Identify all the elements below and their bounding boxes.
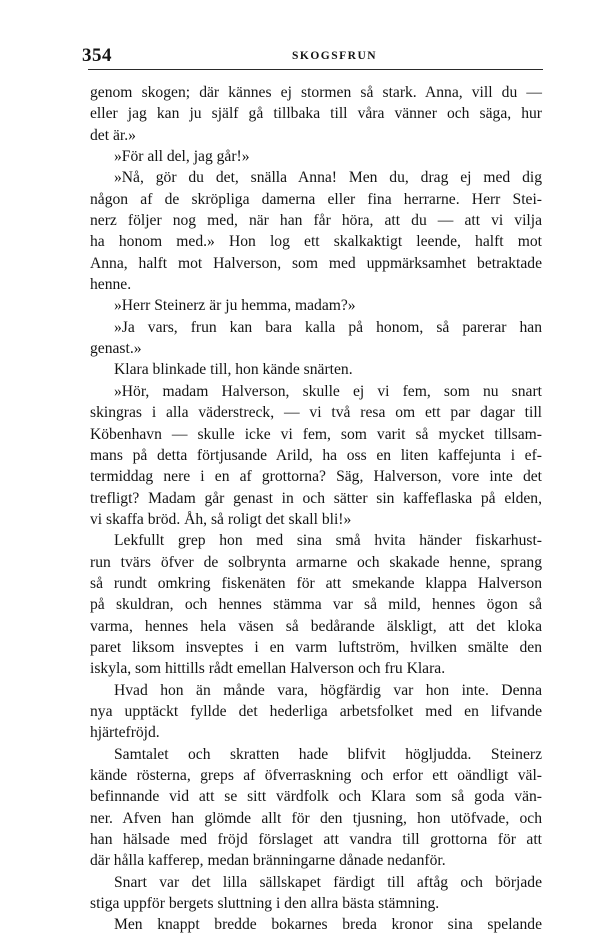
text-line: Klara blinkade till, hon kände snärten. <box>114 361 353 379</box>
text-line: genast.» <box>90 340 142 358</box>
text-line: på skuldran, och hennes stämma var så mild, hennes ögon så <box>90 596 542 614</box>
text-line: iskyla, som hittills rådt emellan Halverson och fru Klara. <box>90 660 446 678</box>
text-line: Lekfullt grep hon med sina små hvita händer fiskarhust- <box>114 532 542 550</box>
text-line: Men knappt bredde bokarnes breda kronor sina spelande <box>114 916 542 934</box>
header-rule <box>88 69 543 70</box>
text-line: vi skaffa bröd. Åh, så roligt det skall bli!» <box>90 510 352 528</box>
text-line: termiddag nere i en af grottorna? Säg, Halverson, vore inte det <box>90 468 542 486</box>
page-number: 354 <box>82 45 112 66</box>
text-line: »För all del, jag går!» <box>114 148 250 166</box>
text-line: run tvärs öfver de solbrynta armarne och skakade henne, sprang <box>90 553 542 571</box>
text-line: nerz följer nog med, när han får höra, att du — att vi vilja <box>90 212 542 230</box>
text-line: så rundt omkring fiskenäten för att smekande klappa Halverson <box>90 574 542 592</box>
text-line: varma, hennes hela väsen så bedårande älskligt, att det kloka <box>90 617 542 635</box>
body-text <box>90 82 542 936</box>
text-line: nya upptäckt fyllde det hederliga arbetsfolket med en lifvande <box>90 702 542 720</box>
text-line: befinnande vid att se sitt värdfolk och Klara som så goda vän- <box>90 788 542 806</box>
text-line: mans på detta förtjusande Arild, ha oss en liten kaffejunta i ef- <box>90 446 542 464</box>
text-line: ner. Afven han glömde allt för den tjusning, hon utöfvade, och <box>90 809 542 827</box>
text-line: »Hör, madam Halverson, skulle ej vi fem, som nu snart <box>114 382 542 400</box>
text-line: trefligt? Madam går genast in och sätter sin kaffeflaska på elden, <box>90 489 542 507</box>
text-line: »Ja vars, frun kan bara kalla på honom, så parerar han <box>114 318 542 336</box>
text-line: någon af de skröpliga damerna eller fina herrarne. Herr Stei- <box>90 190 542 208</box>
text-line: skingras i alla väderstreck, — vi två resa om ett par dagar till <box>90 404 542 422</box>
text-line: hjärtefröjd. <box>90 724 160 742</box>
text-line: eller jag kan ju själf gå tillbaka till våra vänner och säga, hur <box>90 105 542 123</box>
text-line: Anna, halft mot Halverson, som med uppmärksamhet betraktade <box>90 254 542 272</box>
text-line: »Herr Steinerz är ju hemma, madam?» <box>114 297 356 315</box>
text-line: ha honom med.» Hon log ett skalkaktigt leende, halft mot <box>90 233 542 251</box>
text-line: »Nå, gör du det, snälla Anna! Men du, drag ej med dig <box>114 169 542 187</box>
text-line: Snart var det lilla sällskapet färdigt till aftåg och började <box>114 873 542 891</box>
text-line: det är.» <box>90 126 136 144</box>
text-line: genom skogen; där kännes ej stormen så stark. Anna, vill du — <box>90 84 542 101</box>
text-line: paret liksom insveptes i en varm luftström, hvilken smälte den <box>90 638 542 656</box>
text-line: stiga uppför bergets sluttning i den allra bästa stämning. <box>90 895 440 913</box>
text-line: han hälsade med fröjd förslaget att vandra till grottorna för att <box>90 831 542 849</box>
page-header <box>82 45 542 67</box>
text-line: Samtalet och skratten hade blifvit högljudda. Steinerz <box>114 745 542 763</box>
text-line: kände rösterna, greps af öfverraskning och erfor ett oändligt väl- <box>90 767 542 784</box>
text-line: där hålla kafferep, medan bränningarne dånade nedanför. <box>90 852 446 870</box>
text-line: Köbenhavn — skulle icke vi fem, som varit så mycket tillsam- <box>90 425 542 443</box>
text-line: Hvad hon än månde vara, högfärdig var hon inte. Denna <box>114 681 542 699</box>
running-title: SKOGSFRUN <box>292 50 378 62</box>
text-line: henne. <box>90 276 132 294</box>
